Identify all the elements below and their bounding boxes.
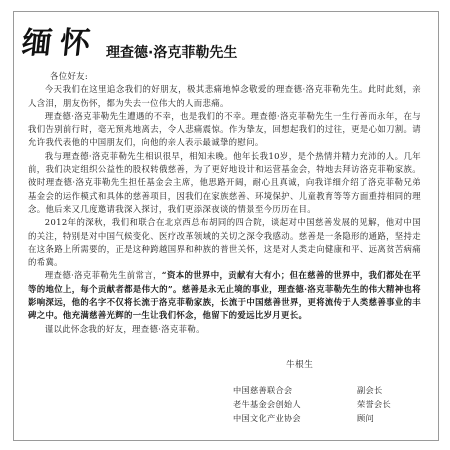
paragraph-2 [28,110,421,150]
paragraph-1 [28,83,421,110]
paragraph-5-text: “资本的世界中，贡献有大有小；但在慈善的世界中，我们都处在平等的地位上，每个贡献者都是伟大的”。慈善是永无止境的事业，理查德·洛克菲勒先生的伟大精神也将影响深远，他的名字不仅将长流于洛克菲勒家族，长流于中国慈善世界，更将流传于人类慈善事业的丰碑之中。他充满慈善光辉的一生让我们怀念，他留下的爱远比岁月更长。 [28,270,421,321]
paragraph-5 [28,269,421,322]
signer-affiliations [233,383,417,425]
affiliation-org: 中国文化产业协会 [233,413,301,423]
paragraph-5-lead: 理查德·洛克菲勒先生前常言， [44,270,162,281]
affiliation-row [233,397,417,411]
paragraph-1-text: 今天我们在这里追念我们的好朋友，极其悲痛地悼念敬爱的理查德·洛克菲勒先生。此时此刻，亲人含泪，朋友伤怀，都为失去一位伟大的人而悲痛。 [28,84,421,108]
salutation: 各位好友: [50,71,89,81]
letter-header [22,20,237,64]
affiliation-org: 老牛基金会创始人 [233,399,301,409]
paragraph-4-text: 2012年的深秋，我们和联合在北京西总布胡同的四合院，谈起对中国慈善发展的见解，他对中国的关注，特别是对中国气候变化、医疗改革领域的关切之深令我感动。慈善是一条隐形的通路，坚持走在这条路上所需要的，正是这种跨越国界和种族的普世关怀，这是对人类走向健康和平、远离贫苦病痛的希冀。 [28,217,421,268]
affiliation-org: 中国慈善联合会 [233,385,293,395]
affiliation-role: 顾问 [357,413,374,423]
calligraphy-title: 缅怀 [20,26,100,61]
affiliation-row [233,383,417,397]
dedicatee-name: 理查德·洛克菲勒先生 [106,45,238,61]
signer-name: 牛根生 [286,360,314,370]
affiliation-role: 副会长 [357,385,383,395]
paragraph-3 [28,150,421,216]
paragraph-3-text: 我与理查德·洛克菲勒先生相识很早，相知未晚。他年长我10岁，是个热情并精力充沛的人。几年前，我们决定组织公益性的股权转俄慈善，为了更好地设计和运营基金会，特地去拜访洛克菲勒家族。彼时理查德·洛克菲勒先生担任基金会主席，他思路开阔，耐心且真诚，向我详细介绍了洛克菲勒兄弟基金会的运作模式和具体的慈善项目，因我们在家族慈善、环境保护、儿童教育等等方面重持相同的理念。他后来又几度邀请我深入探讨，我们更添深夜谈的情景至今历历在目。 [28,150,421,214]
closing-line: 谨以此怀念我的好友，理查德·洛克菲勒。 [44,323,205,334]
affiliation-role: 荣誉会长 [357,399,391,409]
paragraph-2-text: 理查德·洛克菲勒先生遭遇的不幸，也是我们的不幸。理查德·洛克菲勒先生一生行善而永年，在与我们告别前行时，毫无预兆地离去，令人悲痛震惊。作为挚友，回想起我们的过往，更是心如刀割。请允许我代表他的中国朋友们，向他的亲人表示最诚挚的慰问。 [28,110,421,148]
paragraph-4 [28,216,421,269]
letter-body [28,70,421,336]
affiliation-row [233,411,417,425]
